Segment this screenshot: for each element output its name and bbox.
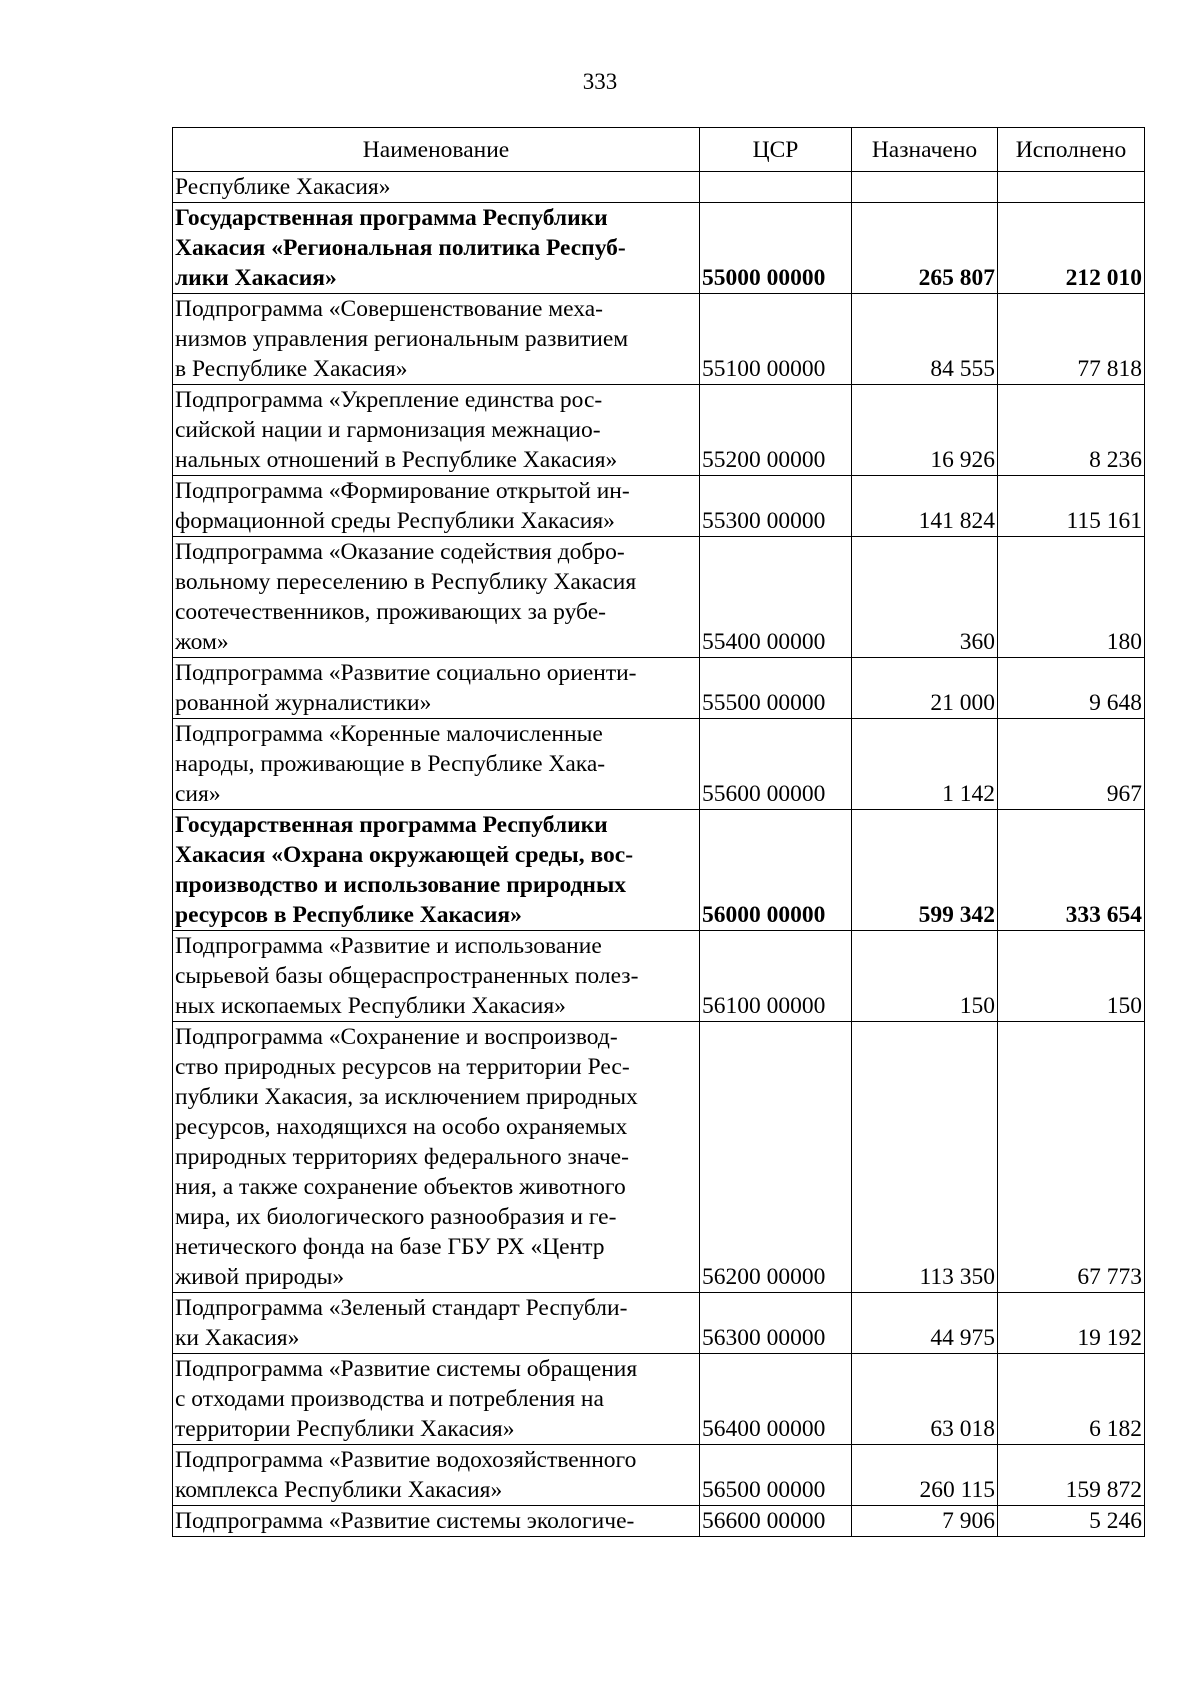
table-row bbox=[173, 476, 1145, 537]
row-executed: 159 872 bbox=[998, 1445, 1145, 1506]
header-csr: ЦСР bbox=[700, 128, 852, 172]
row-csr bbox=[700, 172, 852, 203]
row-name: Подпрограмма «Развитие социально ориенти- рованной журналистики» bbox=[173, 658, 700, 719]
table-row bbox=[173, 1506, 1145, 1537]
row-executed: 212 010 bbox=[998, 203, 1145, 294]
table-row bbox=[173, 658, 1145, 719]
table-row bbox=[173, 1354, 1145, 1445]
row-name: Подпрограмма «Зеленый стандарт Республи- ки Хакасия» bbox=[173, 1293, 700, 1354]
row-planned: 113 350 bbox=[852, 1022, 998, 1293]
row-csr: 55300 00000 bbox=[700, 476, 852, 537]
row-name: Подпрограмма «Развитие системы обращения с отходами производства и потребления на территории Республики Хакасия» bbox=[173, 1354, 700, 1445]
table-row bbox=[173, 385, 1145, 476]
row-executed: 67 773 bbox=[998, 1022, 1145, 1293]
header-planned: Назначено bbox=[852, 128, 998, 172]
row-csr: 56600 00000 bbox=[700, 1506, 852, 1537]
row-executed: 77 818 bbox=[998, 294, 1145, 385]
table-row bbox=[173, 810, 1145, 931]
row-planned: 260 115 bbox=[852, 1445, 998, 1506]
table-row bbox=[173, 1293, 1145, 1354]
row-csr: 56000 00000 bbox=[700, 810, 852, 931]
row-name: Подпрограмма «Оказание содействия добро- вольному переселению в Республику Хакасия соотечественников, проживающих за рубе- жом» bbox=[173, 537, 700, 658]
row-name: Подпрограмма «Укрепление единства рос- сийской нации и гармонизация межнацио- нальных отношений в Республике Хакасия» bbox=[173, 385, 700, 476]
row-executed: 333 654 bbox=[998, 810, 1145, 931]
row-executed bbox=[998, 172, 1145, 203]
header-name: Наименование bbox=[173, 128, 700, 172]
row-name: Подпрограмма «Сохранение и воспроизвод- ство природных ресурсов на территории Рес- публики Хакасия, за исключением природных ресурсов, находящихся на особо охраняемых природных территориях федерального значе- ния, а также сохранение объектов животного мира, их биологического разнообразия и ге- нетического фонда на базе ГБУ РХ «Центр живой природы» bbox=[173, 1022, 700, 1293]
table-row bbox=[173, 203, 1145, 294]
row-csr: 55400 00000 bbox=[700, 537, 852, 658]
row-planned: 360 bbox=[852, 537, 998, 658]
table-row bbox=[173, 719, 1145, 810]
row-planned: 63 018 bbox=[852, 1354, 998, 1445]
row-executed: 9 648 bbox=[998, 658, 1145, 719]
row-name: Подпрограмма «Совершенствование меха- низмов управления региональным развитием в Республике Хакасия» bbox=[173, 294, 700, 385]
row-csr: 56400 00000 bbox=[700, 1354, 852, 1445]
row-executed: 967 bbox=[998, 719, 1145, 810]
budget-table bbox=[172, 127, 1145, 1537]
row-planned: 44 975 bbox=[852, 1293, 998, 1354]
row-executed: 180 bbox=[998, 537, 1145, 658]
row-name: Подпрограмма «Развитие и использование сырьевой базы общераспространенных полез- ных ископаемых Республики Хакасия» bbox=[173, 931, 700, 1022]
header-executed: Исполнено bbox=[998, 128, 1145, 172]
row-planned: 150 bbox=[852, 931, 998, 1022]
table-row bbox=[173, 931, 1145, 1022]
row-name: Подпрограмма «Развитие водохозяйственного комплекса Республики Хакасия» bbox=[173, 1445, 700, 1506]
row-executed: 6 182 bbox=[998, 1354, 1145, 1445]
row-planned: 21 000 bbox=[852, 658, 998, 719]
row-name: Подпрограмма «Формирование открытой ин- формационной среды Республики Хакасия» bbox=[173, 476, 700, 537]
table-header-row bbox=[173, 128, 1145, 172]
row-planned: 141 824 bbox=[852, 476, 998, 537]
row-csr: 55600 00000 bbox=[700, 719, 852, 810]
table-row bbox=[173, 537, 1145, 658]
row-executed: 8 236 bbox=[998, 385, 1145, 476]
row-csr: 56300 00000 bbox=[700, 1293, 852, 1354]
row-executed: 5 246 bbox=[998, 1506, 1145, 1537]
row-planned: 16 926 bbox=[852, 385, 998, 476]
row-planned: 599 342 bbox=[852, 810, 998, 931]
row-csr: 55200 00000 bbox=[700, 385, 852, 476]
row-name: Государственная программа Республики Хакасия «Охрана окружающей среды, вос- производство и использование природных ресурсов в Республике Хакасия» bbox=[173, 810, 700, 931]
row-executed: 19 192 bbox=[998, 1293, 1145, 1354]
row-name: Государственная программа Республики Хакасия «Региональная политика Респуб- лики Хакасия» bbox=[173, 203, 700, 294]
row-csr: 55100 00000 bbox=[700, 294, 852, 385]
row-planned: 265 807 bbox=[852, 203, 998, 294]
row-csr: 56100 00000 bbox=[700, 931, 852, 1022]
row-name: Подпрограмма «Развитие системы экологиче- bbox=[173, 1506, 700, 1537]
row-csr: 55500 00000 bbox=[700, 658, 852, 719]
table-row bbox=[173, 172, 1145, 203]
row-planned bbox=[852, 172, 998, 203]
table-row bbox=[173, 294, 1145, 385]
row-planned: 1 142 bbox=[852, 719, 998, 810]
table-row bbox=[173, 1022, 1145, 1293]
row-csr: 56200 00000 bbox=[700, 1022, 852, 1293]
row-csr: 55000 00000 bbox=[700, 203, 852, 294]
row-planned: 7 906 bbox=[852, 1506, 998, 1537]
row-name: Подпрограмма «Коренные малочисленные народы, проживающие в Республике Хака- сия» bbox=[173, 719, 700, 810]
row-csr: 56500 00000 bbox=[700, 1445, 852, 1506]
page-number: 333 bbox=[582, 69, 618, 94]
table-row bbox=[173, 1445, 1145, 1506]
row-name: Республике Хакасия» bbox=[173, 172, 700, 203]
row-planned: 84 555 bbox=[852, 294, 998, 385]
row-executed: 150 bbox=[998, 931, 1145, 1022]
row-executed: 115 161 bbox=[998, 476, 1145, 537]
